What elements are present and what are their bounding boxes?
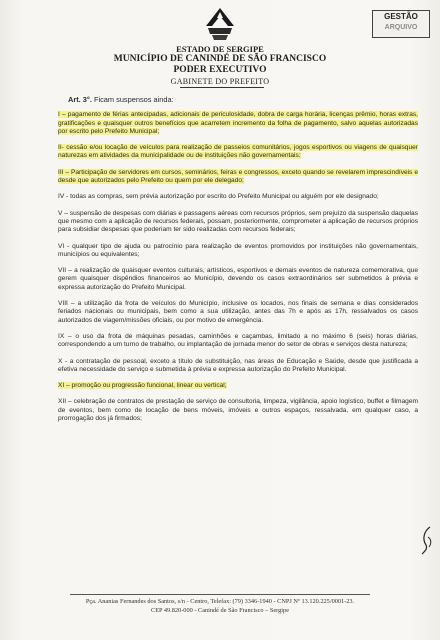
item-text: X - a contratação de pessoal, exceto a título de substituição, nas áreas de Educação e Saúde, desde que justificada a efetiva necessidade do serviço e submetida à prévia e expressa autorização do Prefeito Municipal. [58, 357, 418, 373]
list-item [58, 243, 418, 260]
item-text: II- cessão e/ou locação de veículos para realização de passeios comunitários, jogos esportivos ou viagens de quaisquer naturezas em atividades da municipalidade ou de instituições não governamentais; [58, 144, 418, 160]
list-item [58, 111, 418, 136]
list-item [58, 358, 418, 375]
header-state: ESTADO DE SERGIPE [176, 44, 264, 54]
footer-address: Pça. Ananias Fernandes dos Santos, s/n - Centro, Telefax: (79) 3346-1940 - CNPJ Nº 13.120.225/0001-23. [85, 598, 355, 605]
list-item [58, 333, 418, 350]
item-text: III – Participação de servidores em cursos, seminários, feiras e congressos, exceto quando se revelarem imprescindíveis e desde que autorizados pelo Prefeito ou quem por ele delegado; [58, 168, 418, 185]
list-item [58, 210, 418, 235]
item-text: IV - todas as compras, sem prévia autorização por escrito do Prefeito Municipal ou alguém por ele designado; [58, 193, 379, 201]
list-item [58, 300, 418, 325]
item-text: XII – celebração de contratos de prestação de serviço de consultoria, limpeza, vigilância, apoio logístico, buffet e filmagem de eventos, bem como de locação de bens móveis, imóveis e outros espaços, ressalvada, em qualquer caso, a prorrogação dos já firmados; [58, 398, 418, 423]
item-text: VI - qualquer tipo de ajuda ou patrocínio para realização de eventos promovidos por instituições não governamentais, municípios ou equivalentes; [58, 242, 418, 258]
list-item [58, 267, 418, 292]
article-heading [68, 96, 418, 104]
item-text: I – pagamento de férias antecipadas, adicionais de periculosidade, dobra de carga horária, licenças prêmio, horas extras, gratificações e quaisquer outros benefícios que acarretem incremento da folha de pagamento, salvo aquelas autorizadas por escrito pelo Prefeito Municipal; [58, 111, 418, 135]
header-municipality: MUNICÍPIO DE CANINDÉ DE SÃO FRANCISCO [113, 54, 327, 64]
header-underline [180, 87, 264, 88]
list-item [58, 398, 418, 423]
article-lead: Ficam suspensos ainda: [91, 95, 174, 104]
list-item [58, 382, 418, 390]
coat-of-arms-icon [200, 4, 240, 44]
footer-divider [70, 594, 370, 595]
item-text: XI – promoção ou progressão funcional, linear ou vertical; [58, 382, 227, 390]
list-item [58, 144, 418, 161]
list-item [58, 169, 418, 186]
archive-stamp [372, 10, 430, 38]
footer-postal: CEP 49.820-000 - Canindé de São Francisco – Sergipe [151, 607, 289, 614]
item-text: IX – o uso da frota de máquinas pesadas, caminhões e caçambas, limitado a no máximo 6 (seis) horas diárias, correspondendo a um turno de trabalho, ou implantação de jornada menor do setor de obras e serviços desta natureza; [58, 332, 418, 349]
handwritten-mark [420, 525, 434, 555]
article-label: Art. 3°. [68, 95, 92, 104]
header-office: GABINETE DO PREFEITO [170, 77, 270, 86]
list-item [58, 193, 418, 201]
header-branch: PODER EXECUTIVO [173, 65, 267, 75]
stamp-subtext: ARQUIVO [384, 24, 418, 31]
item-text: V – suspensão de despesas com diárias e passagens aéreas com recursos próprios, sem prejuízo da suspensão daquelas que mesmo com a aplicação de recursos federais, possam, posteriormente, comprometer a aplicação de recursos próprios para subsidiar despesas que poderiam ter sido realizadas com recursos federais; [58, 209, 418, 234]
stamp-text: GESTÃO [384, 12, 418, 21]
document-body [58, 96, 418, 431]
item-text: VII – a realização de quaisquer eventos culturais, artísticos, esportivos e demais eventos de natureza comemorativa, que gerem quaisquer dispêndios financeiros ao Município, devendo os casos extraordinários ser submetidos à prévia e expressa autorização do Prefeito Municipal. [58, 267, 418, 291]
item-text: VIII – a utilização da frota de veículos do Município, inclusive os locados, nos finais de semana e dias considerados feriados nacionais ou municipais, bem como a sua utilização, antes das 7h e após as 17h, ressalvados os casos autorizados de viagem/missões oficiais, ou por motivo de emergência. [58, 300, 418, 324]
